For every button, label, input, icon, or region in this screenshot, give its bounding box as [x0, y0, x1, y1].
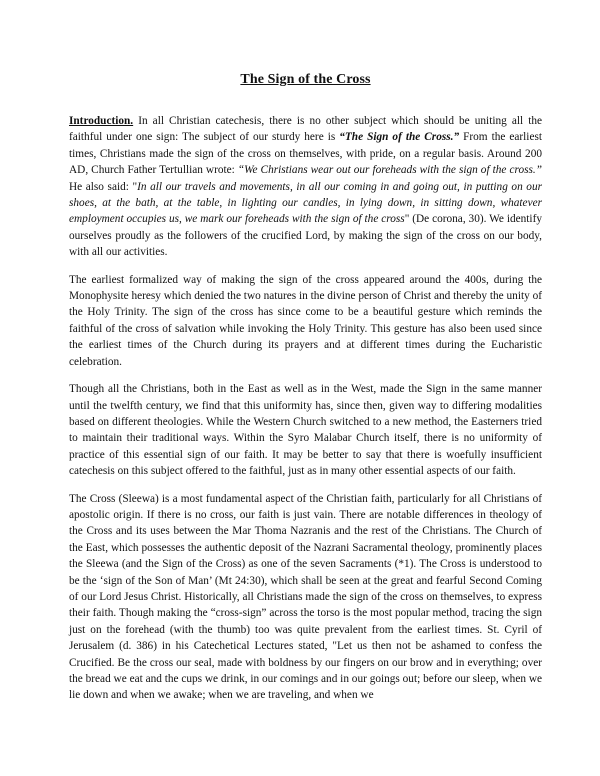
intro-paragraph	[69, 113, 542, 261]
intro-text-3: He also said: "	[69, 180, 138, 193]
paragraph-earliest-sign: The earliest formalized way of making the sign of the cross appeared around the 400s, during the Monophysite heresy which denied the two natures in the divine person of Christ and thereby the unity of the Holy Trinity. The sign of the cross has since come to be a beautiful gesture which reminds the faithful of the cross of salvation while invoking the Holy Trinity. This gesture has also been used since the earliest times of the Church during its prayers and at different times during the Eucharistic celebration.	[69, 273, 542, 368]
paragraph-uniformity: Though all the Christians, both in the East as well as in the West, made the Sign in the same manner until the twelfth century, we find that this uniformity has, since then, given way to differing modalities based on different theologies. While the Western Church switched to a new method, the Easterners tried to maintain their traditional ways. Within the Syro Malabar Church itself, there is no uniformity of practice of this essential sign of our faith. It may be better to say that there is woefully insufficient catechesis on this subject offered to the faithful, just as in many other essential aspects of our faith.	[69, 383, 542, 478]
intro-text-1: In all Christian catechesis, there is no other subject which should be uniting all the faithful under one sign: The subject of our sturdy here is	[69, 115, 542, 144]
tertullian-quote-1: “We Christians wear out our foreheads with the sign of the cross.”	[237, 164, 542, 177]
intro-text-4: " (De corona, 30). We identify ourselves proudly as the followers of the crucified Lord, by making the sign of the cross on our body, with all our activities.	[69, 213, 542, 259]
paragraph-sleewa: The Cross (Sleewa) is a most fundamental aspect of the Christian faith, particularly for all Christians of apostolic origin. If there is no cross, our faith is just vain. There are notable differences in theology of the Cross and its uses between the Mar Thoma Nazranis and the rest of the Christians. The Church of the East, which possesses the authentic deposit of the Nazrani Sacramental theology, prominently places the Sleewa (and the Sign of the Cross) as one of the seven Sacraments (*1). The Cross is understood to be the ‘sign of the Son of Man’ (Mt 24:30), which shall be seen at the great and fearful Second Coming of our Lord Jesus Christ. Historically, all Christians made the sign of the cross on themselves, to express their faith. Though making the “cross-sign” across the torso is the most popular method, tracing the sign just on the forehead (with the thumb) too was quite prevalent from the earliest times. St. Cyril of Jerusalem (d. 386) in his Catechetical Lectures stated, "Let us then not be ashamed to confess the Crucified. Be the cross our seal, made with boldness by our fingers on our brow and in everything; over the bread we eat and the cups we drink, in our comings and in our goings out; before our sleep, when we lie down and when we awake; when we are traveling, and when we	[69, 492, 542, 702]
intro-text-2: From the earliest times, Christians made the sign of the cross on themselves, with pride, on a regular basis. Around 200 AD, Church Father Tertullian wrote:	[69, 131, 542, 177]
tertullian-quote-2: In all our travels and movements, in all our coming in and going out, in putting on our shoes, at the bath, at the table, in lighting our candles, in lying down, in sitting down, whatever employment occupies us, we mark our foreheads with the sign of the cross	[69, 180, 543, 226]
document-title: The Sign of the Cross	[240, 72, 371, 87]
intro-subject: “The Sign of the Cross.”	[339, 131, 460, 144]
intro-heading: Introduction.	[69, 115, 134, 127]
